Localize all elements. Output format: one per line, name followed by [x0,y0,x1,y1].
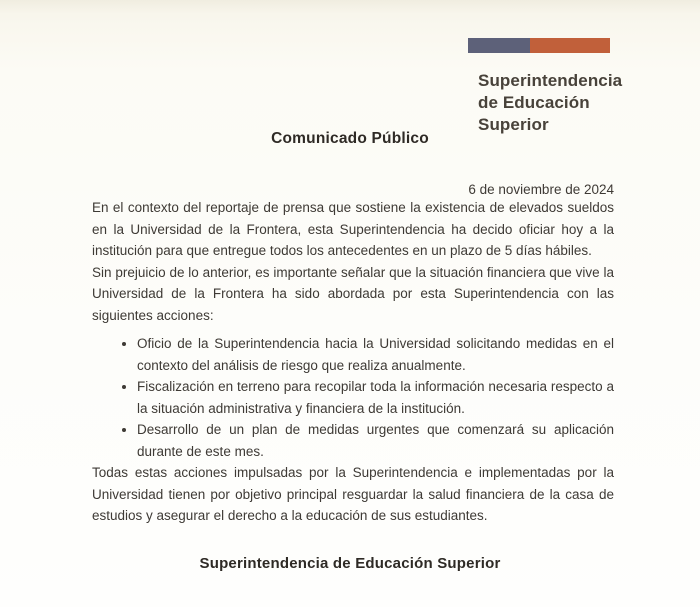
letterhead [0,0,700,147]
institution-logo [468,38,623,136]
footer-signature: Superintendencia de Educación Superior [199,555,501,572]
institution-name-line: de Educación [478,93,590,112]
logo-bar-icon [468,38,610,53]
document-body [92,197,614,527]
institution-name-line: Superior [478,115,549,134]
list-item: • Desarrollo de un plan de medidas urgentes que comenzará su aplicación durante de este mes. [137,419,614,462]
logo-bar-left-segment [468,38,530,53]
institution-name [478,70,623,136]
paragraph-closing: Todas estas acciones impulsadas por la Superintendencia e implementadas por la Universidad tienen por objetivo principal resguardar la salud financiera de la casa de estudios y asegurar el derecho a la educación de sus estudiantes. [92,465,614,523]
document-date: 6 de noviembre de 2024 [468,182,614,197]
paragraph-context: En el contexto del reportaje de prensa que sostiene la existencia de elevados sueldos en la Universidad de la Frontera, esta Superintendencia ha decido oficiar hoy a la institución para que entregue todos los antecedentes en un plazo de 5 días hábiles. [92,200,614,258]
logo-bar-right-segment [530,38,610,53]
list-item: • Oficio de la Superintendencia hacia la Universidad solicitando medidas en el contexto del análisis de riesgo que realiza anualmente. [137,333,614,376]
actions-list [92,333,614,462]
list-item: • Fiscalización en terreno para recopilar toda la información necesaria respecto a la situación administrativa y financiera de la institución. [137,376,614,419]
document-title: Comunicado Público [271,130,429,147]
institution-name-line: Superintendencia [478,71,623,90]
paragraph-actions-intro: Sin prejuicio de lo anterior, es importante señalar que la situación financiera que vive la Universidad de la Frontera ha sido abordada por esta Superintendencia con las siguientes acciones: [92,264,614,323]
